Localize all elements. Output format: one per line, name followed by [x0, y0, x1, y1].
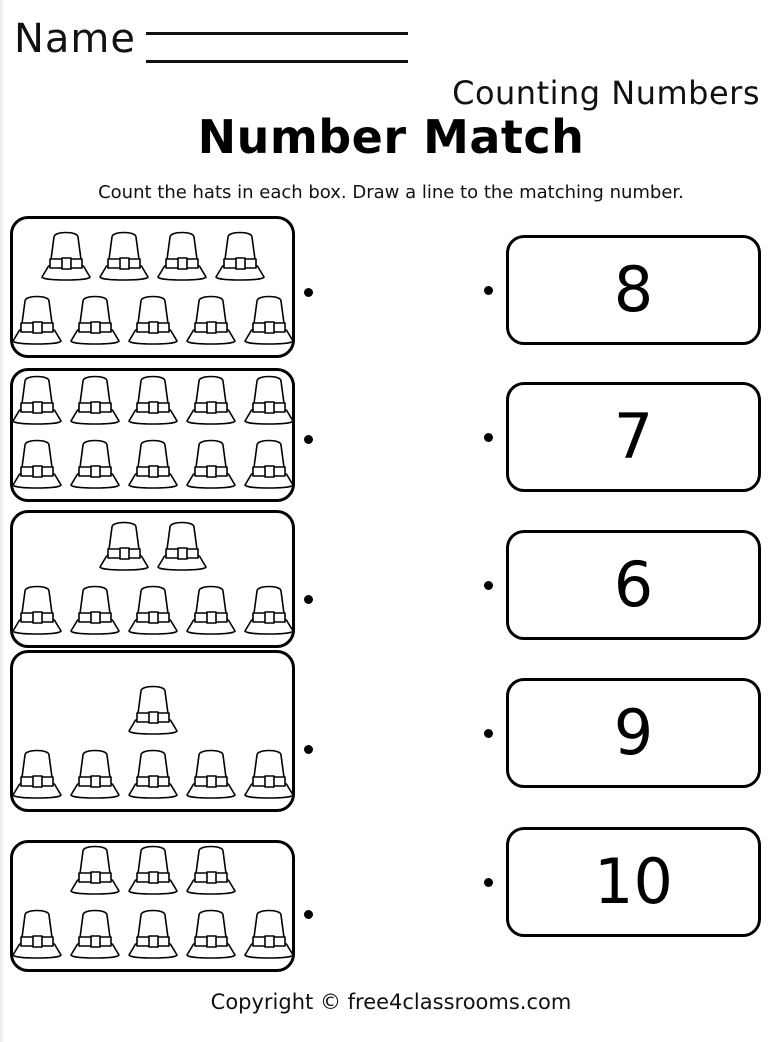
pilgrim-hat-icon — [10, 287, 65, 349]
hat-row — [96, 513, 210, 575]
copyright-prefix: Copyright © — [210, 990, 348, 1014]
hat-rows — [13, 659, 292, 803]
number-box-connector-dot[interactable] — [484, 581, 493, 590]
worksheet-board — [0, 210, 782, 970]
hat-box[interactable] — [10, 840, 295, 972]
pilgrim-hat-icon — [125, 368, 181, 429]
hat-row — [10, 741, 295, 803]
hat-row — [10, 577, 295, 639]
pilgrim-hat-icon — [67, 741, 123, 803]
hat-box-connector-dot[interactable] — [304, 595, 313, 604]
page-title: Number Match — [197, 110, 585, 164]
hat-row — [125, 677, 181, 739]
pilgrim-hat-icon — [241, 741, 296, 803]
pilgrim-hat-icon — [67, 287, 123, 349]
copyright — [0, 990, 782, 1014]
pilgrim-hat-icon — [241, 287, 296, 349]
number-box-connector-dot[interactable] — [484, 433, 493, 442]
name-write-line-top[interactable] — [146, 32, 408, 35]
pilgrim-hat-icon — [38, 223, 94, 285]
pilgrim-hat-icon — [67, 901, 123, 963]
pilgrim-hat-icon — [241, 577, 296, 639]
pilgrim-hat-icon — [67, 577, 123, 639]
pilgrim-hat-icon — [183, 287, 239, 349]
pilgrim-hat-icon — [241, 431, 296, 493]
pilgrim-hat-icon — [183, 368, 239, 429]
number-box[interactable] — [506, 678, 761, 788]
pilgrim-hat-icon — [67, 431, 123, 493]
pilgrim-hat-icon — [212, 223, 268, 285]
number-box[interactable] — [506, 827, 761, 937]
number-value: 9 — [613, 696, 654, 769]
pilgrim-hat-icon — [183, 431, 239, 493]
pilgrim-hat-icon — [96, 223, 152, 285]
hat-box-connector-dot[interactable] — [304, 435, 313, 444]
hat-box-connector-dot[interactable] — [304, 745, 313, 754]
pilgrim-hat-icon — [125, 741, 181, 803]
pilgrim-hat-icon — [183, 840, 239, 899]
pilgrim-hat-icon — [183, 901, 239, 963]
hat-rows — [13, 849, 292, 963]
pilgrim-hat-icon — [154, 513, 210, 575]
pilgrim-hat-icon — [10, 577, 65, 639]
hat-row — [10, 287, 295, 349]
name-label: Name — [14, 16, 137, 62]
name-row — [0, 8, 782, 72]
hat-row — [38, 223, 268, 285]
copyright-site: free4classrooms.com — [347, 990, 572, 1014]
hat-box-connector-dot[interactable] — [304, 288, 313, 297]
pilgrim-hat-icon — [67, 840, 123, 899]
pilgrim-hat-icon — [67, 368, 123, 429]
hat-row — [10, 431, 295, 493]
pilgrim-hat-icon — [125, 431, 181, 493]
pilgrim-hat-icon — [10, 901, 65, 963]
number-value: 8 — [613, 253, 654, 326]
name-write-line-bottom[interactable] — [146, 60, 408, 63]
pilgrim-hat-icon — [125, 840, 181, 899]
hat-box[interactable] — [10, 510, 295, 648]
number-value: 7 — [613, 400, 654, 473]
hat-box[interactable] — [10, 216, 295, 358]
number-box[interactable] — [506, 530, 761, 640]
number-box[interactable] — [506, 382, 761, 492]
pilgrim-hat-icon — [10, 368, 65, 429]
pilgrim-hat-icon — [125, 287, 181, 349]
number-value: 10 — [594, 845, 673, 918]
hat-rows — [13, 519, 292, 639]
pilgrim-hat-icon — [154, 223, 210, 285]
number-box-connector-dot[interactable] — [484, 878, 493, 887]
worksheet-subject: Counting Numbers — [452, 74, 760, 112]
number-box-connector-dot[interactable] — [484, 729, 493, 738]
hat-row — [10, 901, 295, 963]
hat-rows — [13, 377, 292, 493]
pilgrim-hat-icon — [125, 677, 181, 739]
pilgrim-hat-icon — [125, 901, 181, 963]
number-box[interactable] — [506, 235, 761, 345]
pilgrim-hat-icon — [241, 901, 296, 963]
pilgrim-hat-icon — [10, 741, 65, 803]
number-box-connector-dot[interactable] — [484, 286, 493, 295]
pilgrim-hat-icon — [10, 431, 65, 493]
pilgrim-hat-icon — [241, 368, 296, 429]
pilgrim-hat-icon — [183, 577, 239, 639]
number-value: 6 — [613, 548, 654, 621]
hat-row — [10, 368, 295, 429]
hat-box-connector-dot[interactable] — [304, 910, 313, 919]
hat-box[interactable] — [10, 650, 295, 812]
pilgrim-hat-icon — [96, 513, 152, 575]
hat-rows — [13, 225, 292, 349]
hat-box[interactable] — [10, 368, 295, 502]
instructions-text: Count the hats in each box. Draw a line to the matching number. — [98, 182, 684, 203]
pilgrim-hat-icon — [183, 741, 239, 803]
pilgrim-hat-icon — [125, 577, 181, 639]
hat-row — [67, 840, 239, 899]
